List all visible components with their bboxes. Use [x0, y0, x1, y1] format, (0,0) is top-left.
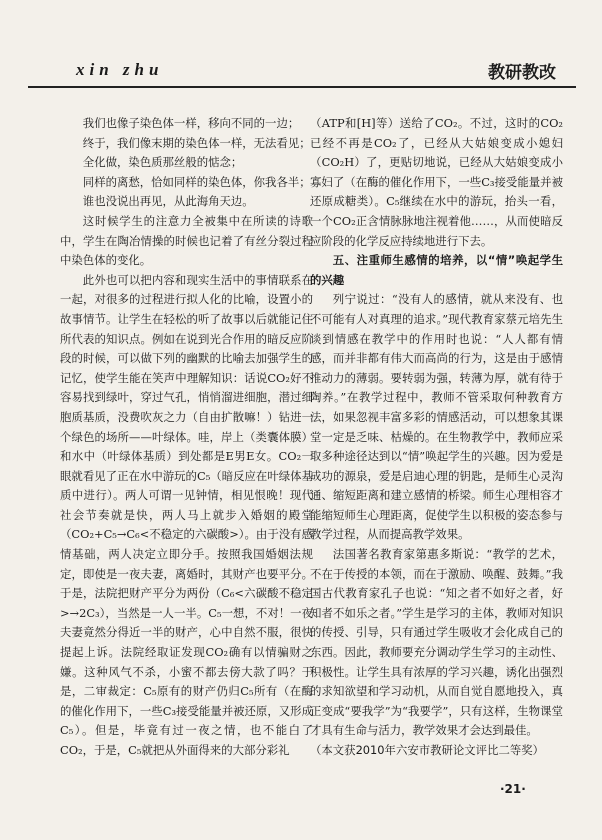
poem-line: 终于，我们像末期的染色体一样，无法看见； — [82, 135, 311, 150]
right-column — [310, 114, 563, 761]
header-divider — [28, 86, 576, 88]
body-paragraph: 此外也可以把内容和现实生活中的事情联系在一起，对很多的过程进行拟人化的比喻，设置小的故事情节。让学生在轻松的听了故事以后就能记住所代表的知识点。例如在说到光合作用的暗反应阶段的时候，可以做下列的幽默的比喻去加强学生的记忆，使学生能在笑声中理解知识：话说CO₂好不容易找到绿叶，穿过气孔，悄悄溜进细胞，潜过细胞质基质，没费吹灰之力（自由扩散嘛！）钻进一个绿色的场所——叶绿体。哇，岸上（类囊体膜）和水中（叶绿体基质）到处都是E男E女。CO₂一眼就看见了正在水中游玩的C₅（暗反应在叶绿体基质中进行）。两人可谓一见钟情，相见恨晚！现代社会节奏就是快，两人马上就步入婚姻的殿堂（CO₂+C₅→C₆<不稳定的六碳酸>）。由于没有感情基础，两人决定立即分手。按照我国婚姻法规定，即使是一夜夫妻，离婚时，其财产也要平分。于是，法院把财产平分为两份（C₆<六碳酸不稳定>→2C₃），当然是一人一半。C₅一想，不对！一夜夫妻竟然分得近一半的财产，心中自然不服，很快提起上诉。法院经取证发现CO₂确有以情骗财之嫌。这种风气不杀，小蜜不都去傍大款了吗？于是，二审裁定：C₅原有的财产仍归C₅所有（在酶的催化作用下，一些C₃接受能量并被还原，又形成C₅）。但是，毕竟有过一夜之情，也不能白了CO₂，于是，C₅就把从外面得来的大部分彩礼 — [60, 272, 313, 757]
page-number: ·21· — [500, 782, 526, 796]
award-note: （本文获2010年六安市教研论文评比二等奖） — [310, 743, 545, 757]
poem-line: 同样的离愁，恰如同样的染色体，你我各半； — [82, 174, 311, 189]
body-paragraph: 这时候学生的注意力全被集中在所读的诗歌中，学生在陶冶情操的时候也记着了有丝分裂过程中染色体的变化。 — [60, 213, 313, 268]
left-column — [60, 114, 313, 761]
body-paragraph: 列宁说过：“没有人的感情，就从来没有、也不可能有人对真理的追求。”现代教育家蔡元培先生谈到情感在教学中的作用时也说：“人人都有情感，而并非都有伟大而高尚的行为，这是由于感情推动力的薄弱。要转弱为强，转薄为厚，就有待于陶养。”在教学过程中，教师不管采取何种教育方法，如果忽视丰富多彩的情感活动，可以想象其课堂一定是乏味、枯燥的。在生物教学中，教师应采取多种途径达到以“情”唤起学生的兴趣。因为爱是成功的源泉，爱是启迪心理的钥匙，是师生心灵沟通、缩短距离和建立感情的桥梁。师生心理相容才能缩短师生心理距离，促使学生以积极的姿态参与教学过程，从而提高教学效果。 — [310, 292, 563, 542]
poem-line: 我们也像子染色体一样，移向不同的一边； — [82, 116, 300, 130]
poem-line: 谁也没说出再见，从此海角天边。 — [82, 194, 254, 209]
section-heading: 五、注重师生感情的培养，以“情”唤起学生的兴趣 — [310, 253, 563, 287]
poem-line: 全化做，染色质那丝般的惦念； — [82, 155, 243, 170]
body-paragraph: （ATP和[H]等）送给了CO₂。不过，这时的CO₂已经不再是CO₂了，已经从大姑娘变成小媳妇（CO₂H）了，更贴切地说，已经从大姑娘变成小寡妇了（在酶的催化作用下，一些C₃接受能量并被还原成糖类）。C₅继续在水中的游玩，抬头一看，一个CO₂正含情脉脉地注视着他……，从而使暗反应阶段的化学反应持续地进行下去。 — [310, 116, 563, 248]
section-title: 教研教改 — [488, 63, 556, 83]
body-paragraph: 法国著名教育家第惠多斯说：“教学的艺术，不在于传授的本领，而在于激励、唤醒、鼓舞。”我国古代教育家孔子也说：“知之者不如好之者，好知者不如乐之者。”学生是学习的主体，教师对知识的传授、引导，只有通过学生吸收才会化成自己的东西。因此，教师要充分调动学生学习的主动性、积极性。让学生具有浓厚的学习兴趣，诱化出强烈的求知欲望和学习动机，从而自觉自愿地投入，真正变成“要我学”为“我要学”，只有这样，生物课堂才具有生命与活力，教学效果才会达到最佳。 — [310, 547, 563, 738]
running-header — [28, 48, 576, 88]
journal-name: xin zhu — [76, 60, 164, 79]
